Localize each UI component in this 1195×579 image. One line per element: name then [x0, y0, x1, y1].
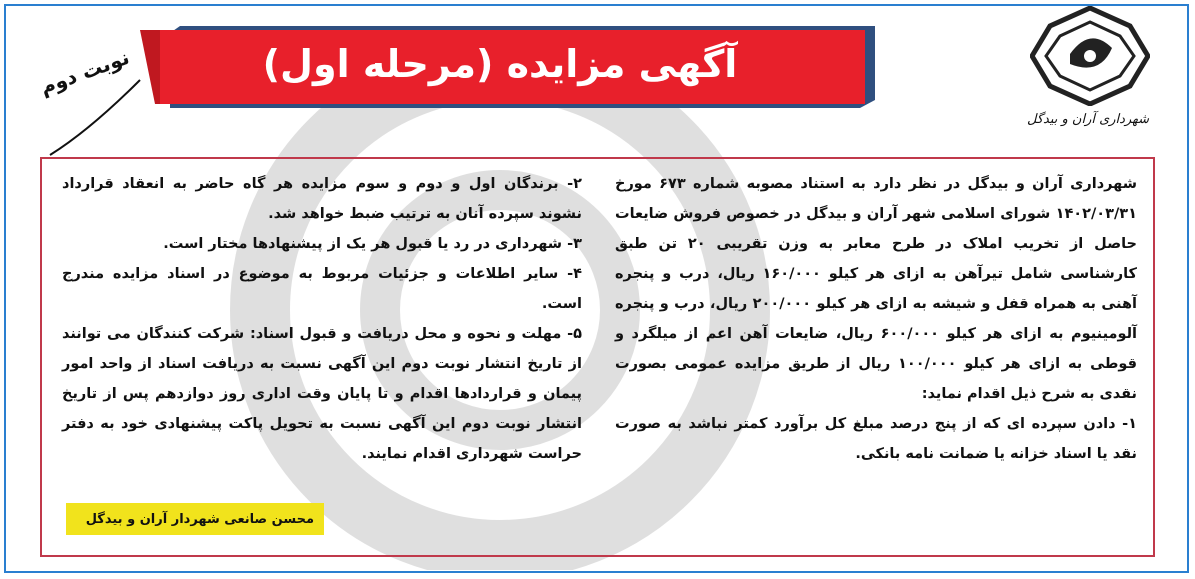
- notice-body: [40, 157, 1155, 557]
- intro-paragraph: شهرداری آران و بیدگل در نظر دارد به استناد مصوبه شماره ۶۷۳ مورخ ۱۴۰۲/۰۳/۳۱ شورای اسلامی شهر آران و بیدگل در خصوص فروش ضایعات حاصل از تخریب املاک در طرح معابر به وزن تقریبی ۲۰ تن طبق کارشناسی شامل تیرآهن به ازای هر کیلو ۱۶۰/۰۰۰ ریال، درب و پنجره آهنی به همراه قفل و شیشه به ازای هر کیلو ۲۰۰/۰۰۰ ریال، درب و پنجره آلومینیوم به ازای هر کیلو ۶۰۰/۰۰۰ ریال، ضایعات آهن اعم از میلگرد و قوطی به ازای هر کیلو ۱۰۰/۰۰۰ ریال از طریق مزایده عمومی بصورت نقدی به شرح ذیل اقدام نماید:: [615, 176, 1138, 402]
- clause-5: ۵- مهلت و نحوه و محل دریافت و قبول اسناد: شرکت کنندگان می توانند از تاریخ انتشار نوبت دوم این آگهی نسبت به دریافت اسناد از واحد امور پیمان و قراردادها اقدام و تا پایان وقت اداری روز دوازدهم پس از تاریخ انتشار نوبت دوم این آگهی نسبت به تحویل پاکت پیشنهادی خود به دفتر حراست شهرداری اقدام نمایند.: [62, 326, 582, 462]
- page-title: آگهی مزایده (مرحله اول): [262, 42, 738, 86]
- municipality-logo: [1030, 6, 1150, 106]
- round-note: نوبت دوم: [36, 44, 133, 100]
- logo-caption: شهرداری آران و بیدگل: [1026, 112, 1150, 127]
- clause-3: ۳- شهرداری در رد یا قبول هر یک از پیشنهادها مختار است.: [163, 236, 582, 252]
- clause-1: ۱- دادن سپرده ای که از پنج درصد مبلغ کل برآورد کمتر نباشد به صورت نقد یا اسناد خزانه یا ضمانت نامه بانکی.: [615, 416, 1137, 462]
- signature: محسن صانعی شهردار آران و بیدگل: [66, 503, 324, 535]
- clause-2: ۲- برندگان اول و دوم و سوم مزایده هر گاه حاضر به انعقاد قرارداد نشوند سپرده آنان به ترتیب ضبط خواهد شد.: [62, 176, 582, 222]
- round-note-curve: [40, 70, 160, 160]
- right-column: [615, 169, 1137, 469]
- left-column: [62, 169, 582, 469]
- clause-4: ۴- سایر اطلاعات و جزئیات مربوط به موضوع در اسناد مزایده مندرج است.: [62, 266, 582, 312]
- title-banner: [130, 8, 910, 118]
